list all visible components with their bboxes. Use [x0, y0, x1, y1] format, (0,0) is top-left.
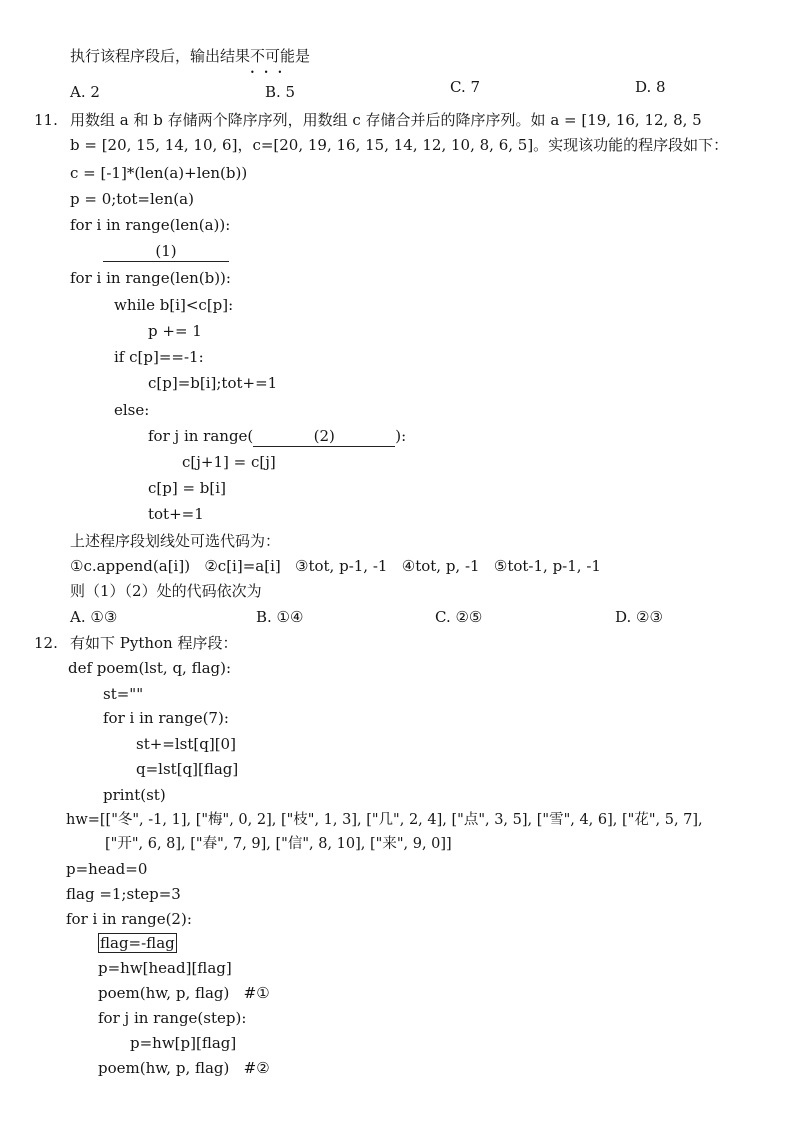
q12-code-line: poem(hw, p, flag) #①	[98, 984, 270, 1002]
q11-blank-1: (1)	[103, 241, 229, 262]
q12-code-line: for j in range(step):	[98, 1009, 247, 1027]
q12-code-line: p=hw[head][flag]	[98, 959, 232, 977]
q12-number: 12.	[34, 634, 58, 652]
q10-stem-prefix: 执行该程序段后，输出结果	[70, 47, 251, 65]
q10-option-c: C. 7	[450, 78, 481, 96]
q12-code-line: for i in range(2):	[66, 910, 192, 928]
q12-code-line: ["开", 6, 8], ["春", 7, 9], ["信", 8, 10], ["来", 9, 0]]	[105, 836, 452, 852]
q11-code-line: while b[i]<c[p]:	[114, 296, 234, 314]
q11-code-line: for i in range(len(a)):	[70, 216, 231, 234]
q11-option-a: A. ①③	[70, 608, 118, 626]
q11-option-b: B. ①④	[256, 608, 304, 626]
q12-code-line-boxed	[98, 933, 177, 953]
emphasis-dots: •••	[250, 68, 292, 77]
q11-blank-2: (2)	[253, 426, 395, 447]
q11-option-d: D. ②③	[615, 608, 663, 626]
q10-option-a: A. 2	[70, 83, 100, 101]
q11-code-line: p += 1	[148, 322, 202, 340]
q10-stem-suffix: 是	[295, 47, 311, 65]
q12-code-line: def poem(lst, q, flag):	[68, 659, 232, 677]
q12-code-line: p=hw[p][flag]	[130, 1034, 237, 1052]
q11-option-c: C. ②⑤	[435, 608, 483, 626]
boxed-code: flag=-flag	[100, 934, 175, 952]
q12-code-line: for i in range(7):	[103, 709, 229, 727]
q11-choices: ①c.append(a[i]) ②c[i]=a[i] ③tot, p-1, -1 ④tot, p, -1 ⑤tot-1, p-1, -1	[70, 557, 601, 575]
q11-code-line: for i in range(len(b)):	[70, 269, 231, 287]
q10-option-d: D. 8	[635, 78, 666, 96]
q11-stem-line1: 用数组 a 和 b 存储两个降序序列，用数组 c 存储合并后的降序序列。如 a = [19, 16, 12, 8, 5	[70, 111, 702, 129]
q10-option-b: B. 5	[265, 83, 296, 101]
q12-code-line: flag =1;step=3	[66, 885, 181, 903]
q10-stem-emphasis: 不可能 •••	[250, 47, 295, 65]
q12-code-line: st+=lst[q][0]	[136, 735, 236, 753]
q11-code-line-blank-2: for j in range( (2) ):	[148, 427, 407, 445]
q12-code-line: hw=[["冬", -1, 1], ["梅", 0, 2], ["枝", 1, 3], ["几", 2, 4], ["点", 3, 5], ["雪", 4, 6], ["花", 5, 7],	[66, 812, 703, 828]
q12-stem: 有如下 Python 程序段：	[70, 634, 238, 652]
q11-code-line: c[j+1] = c[j]	[182, 453, 276, 471]
q11-code-line: tot+=1	[148, 505, 204, 523]
q11-choices-intro: 上述程序段划线处可选代码为：	[70, 532, 281, 550]
q10-stem	[70, 46, 311, 77]
q11-stem-line2: b = [20, 15, 14, 10, 6]，c=[20, 19, 16, 15, 14, 12, 10, 8, 6, 5]。实现该功能的程序段如下：	[70, 136, 729, 154]
q11-code-line: c[p]=b[i];tot+=1	[148, 374, 278, 392]
q11-question: 则（1）（2）处的代码依次为	[70, 582, 262, 600]
q11-code-line: if c[p]==-1:	[114, 348, 204, 366]
q12-code-line: q=lst[q][flag]	[136, 760, 239, 778]
q12-code-line: st=""	[103, 685, 144, 703]
q12-code-line: p=head=0	[66, 860, 148, 878]
q11-number: 11.	[34, 111, 58, 129]
q11-code-line: p = 0;tot=len(a)	[70, 190, 194, 208]
q12-code-line: poem(hw, p, flag) #②	[98, 1059, 270, 1077]
q11-code-line: else:	[114, 401, 150, 419]
q11-code-line: c = [-1]*(len(a)+len(b))	[70, 164, 248, 182]
q12-code-line: print(st)	[103, 786, 166, 804]
q11-code-line: c[p] = b[i]	[148, 479, 226, 497]
